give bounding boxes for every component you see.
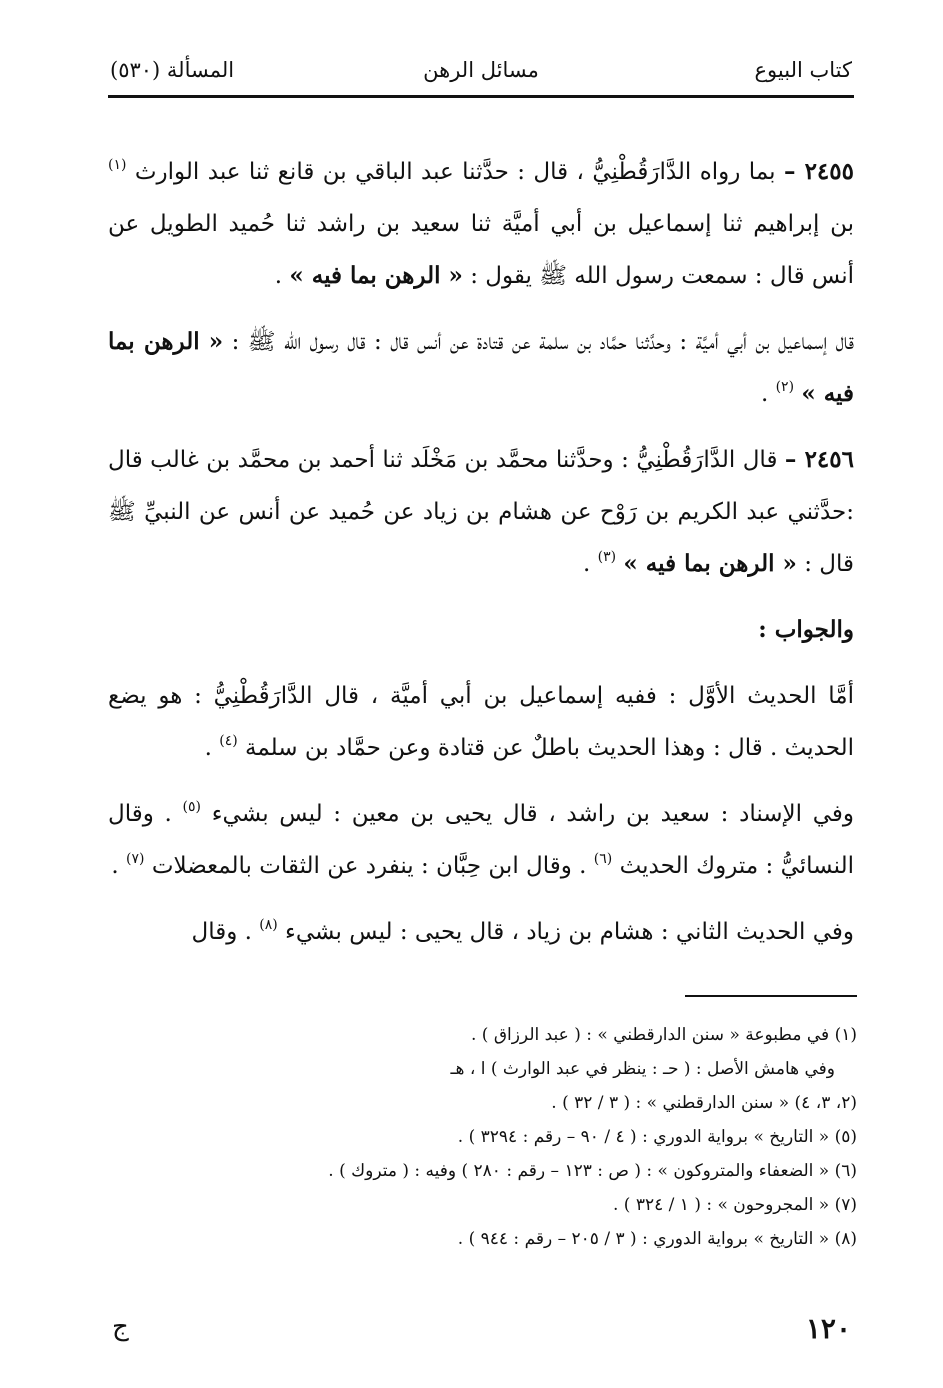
paragraph-ismail: قال إسماعيل بن أبي أميَّة : وحدَّثنا حمَّاد بن سلمة عن قتادة عن أنس قال : قال رسول الله ﷺ : « الرهن بما فيه » $^{(٢)}$ . bbox=[108, 328, 855, 407]
hadith-number: ٢٤٥٥ – bbox=[783, 158, 854, 185]
quote: « الرهن بما فيه » bbox=[289, 262, 463, 289]
main-text bbox=[108, 146, 854, 972]
quote: « الرهن بما فيه » bbox=[623, 550, 797, 577]
footnote-ref: (٦) bbox=[593, 851, 613, 867]
header-rule bbox=[108, 95, 854, 98]
paragraph-2456: ٢٤٥٦ – قال الدَّارَقُطْنِيُّ : وحدَّثنا محمَّد بن مَخْلَد ثنا أحمد بن محمَّد بن غالب قال :حدَّثني عبد الكريم بن رَوْح عن هشام بن زياد عن حُميد عن أنس عن النبيِّ ﷺ قال : « الرهن بما فيه » $^{(٣)}$ . bbox=[108, 446, 854, 577]
paragraph-2455: ٢٤٥٥ – بما رواه الدَّارَقُطْنِيُّ ، قال : حدَّثنا عبد الباقي بن قانع ثنا عبد الوارث $^{(١)}$ بن إبراهيم ثنا إسماعيل بن أبي أميَّة ثنا سعيد بن راشد ثنا حُميد الطويل عن أنس قال : سمعت رسول الله ﷺ يقول : « الرهن بما فيه » . bbox=[108, 157, 854, 289]
footnote-ref: (٧) bbox=[126, 851, 145, 867]
footnote-2-3-4: (٢، ٣، ٤) « سنن الدارقطني » : ( ٣ / ٣٢ ) . bbox=[551, 1093, 857, 1113]
footnote-ref: (٤) bbox=[219, 733, 238, 749]
footnote-ref: (٥) bbox=[182, 799, 201, 815]
footnote-ref: (٣) bbox=[597, 549, 617, 565]
header-book-title: كتاب البيوع bbox=[754, 58, 852, 82]
running-header bbox=[110, 52, 852, 92]
printer-signature: ج bbox=[112, 1312, 129, 1342]
paragraph-isnad: وفي الإسناد : سعيد بن راشد ، قال يحيى بن معين : ليس بشيء $^{(٥)}$ . وقال النسائيُّ : متروك الحديث $^{(٦)}$ . وقال ابن حِبَّان : ينفرد عن الثقات بالمعضلات $^{(٧)}$ . bbox=[108, 799, 855, 879]
footnote-1: (١) في مطبوعة « سنن الدارقطني » : ( عبد الرزاق ) . bbox=[470, 1025, 857, 1045]
header-chapter-title: مسائل الرهن bbox=[423, 58, 539, 82]
paragraph-answer-heading: والجواب : bbox=[758, 616, 854, 643]
footnote-ref: (٢) bbox=[775, 379, 795, 395]
footnote-rule bbox=[685, 995, 857, 997]
footnote-1-continued: وفي هامش الأصل : ( حـ : ينظر في عبد الوارث ) ا ، هـ bbox=[450, 1059, 835, 1079]
paragraph-second-hadith: وفي الحديث الثاني : هشام بن زياد ، قال يحيى : ليس بشيء $^{(٨)}$ . وقال bbox=[191, 917, 854, 945]
footnote-6: (٦) « الضعفاء والمتروكون » : ( ص : ١٢٣ – رقم : ٢٨٠ ) وفيه : ( متروك ) . bbox=[328, 1161, 857, 1181]
page-number: ١٢٠ bbox=[805, 1312, 851, 1345]
footnote-7: (٧) « المجروحون » : ( ١ / ٣٢٤ ) . bbox=[612, 1195, 857, 1215]
header-issue-number: المسألة (٥٣٠) bbox=[110, 58, 235, 82]
paragraph-first-hadith: أمَّا الحديث الأوَّل : ففيه إسماعيل بن أبي أميَّة ، قال الدَّارَقُطْنِيُّ : هو يضع الحديث . قال : وهذا الحديث باطلٌ عن قتادة وعن حمَّاد بن سلمة $^{(٤)}$ . bbox=[108, 683, 854, 761]
hadith-number: ٢٤٥٦ – bbox=[784, 446, 854, 473]
footnote-ref: (٨) bbox=[259, 917, 278, 933]
quote: « الرهن بما فيه » bbox=[108, 328, 854, 407]
footnote-5: (٥) « التاريخ » برواية الدوري : ( ٤ / ٩٠ – رقم : ٣٢٩٤ ) . bbox=[457, 1127, 857, 1147]
footnotes bbox=[177, 1018, 857, 1256]
footnote-8: (٨) « التاريخ » برواية الدوري : ( ٣ / ٢٠٥ – رقم : ٩٤٤ ) . bbox=[457, 1229, 857, 1249]
footnote-ref: (١) bbox=[108, 157, 127, 173]
